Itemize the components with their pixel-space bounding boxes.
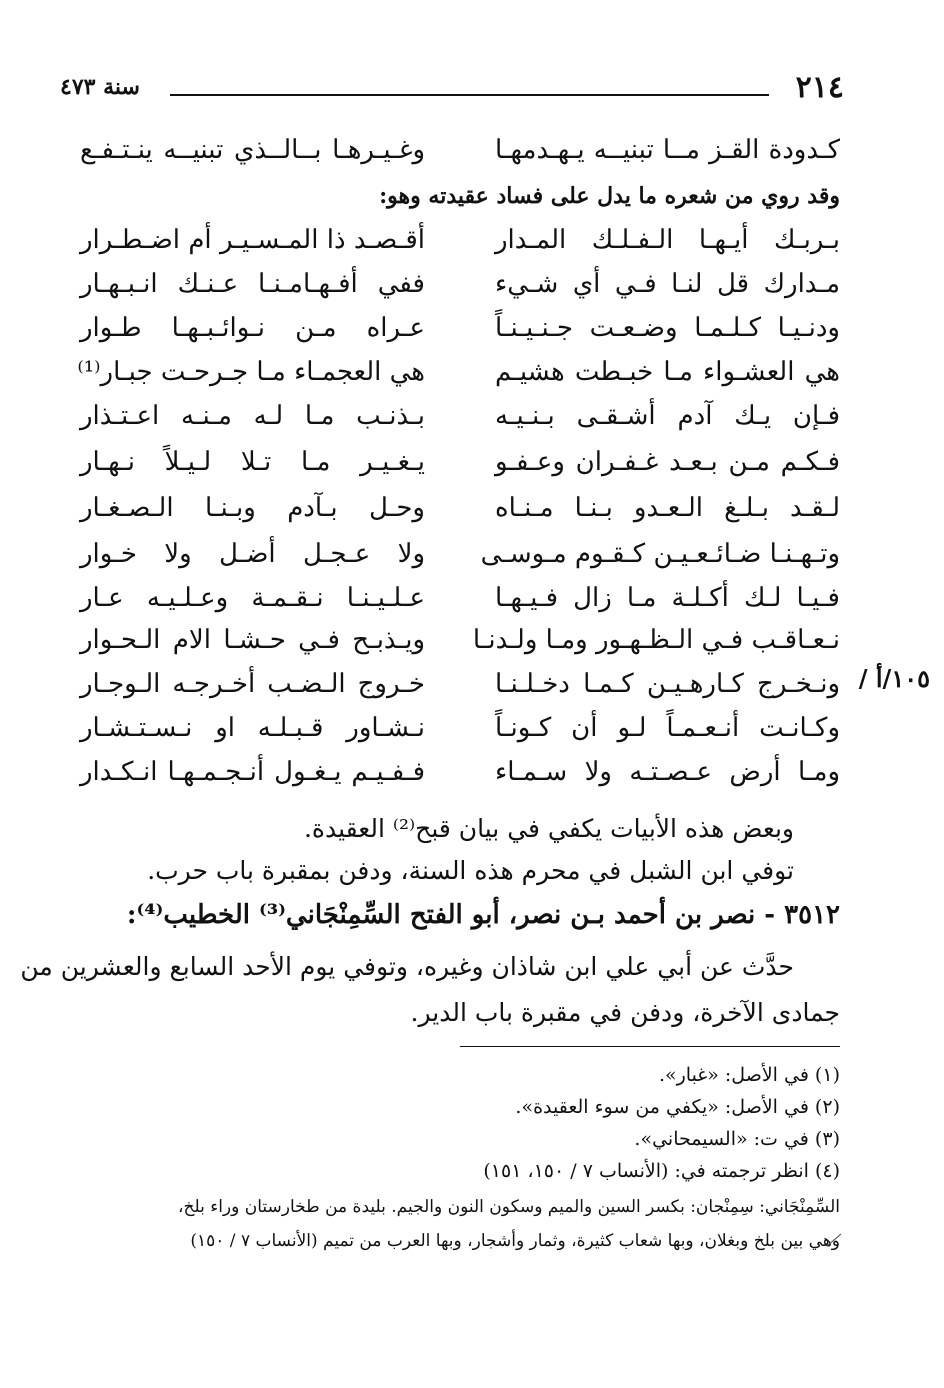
manuscript-folio-marker: ١٠٥/أ /	[858, 664, 930, 693]
hemistich-second: وحـل بـآدم وبـنـا الـصـغـار	[80, 493, 425, 523]
footnote: (٣) في ت: «السيمحاني».	[634, 1128, 840, 1150]
page-header	[60, 70, 844, 110]
hemistich-second: ففي أفـهـامـنـا عـنـك انـبـهـار	[80, 269, 425, 299]
paragraph: حدَّث عن أبي علي ابن شاذان وغيره، وتوفي يوم الأحد السابع والعشرين من	[20, 952, 794, 981]
header-rule	[170, 94, 769, 96]
footnote-detail: السِّمِنْجَاني: سِمِنْجان: بكسر السين والميم وسكون النون والجيم. بليدة من طخارستان وراء بلخ،	[177, 1197, 840, 1217]
hemistich-first: نـعـاقـب فـي الـظـهـور ومـا ولـدنـا	[472, 625, 840, 655]
hemistich-first: ونـخـرج كـارهـيـن كـمـا دخـلـنـا	[495, 669, 840, 699]
page-number: ٢١٤	[795, 70, 844, 105]
verse-line	[77, 350, 840, 394]
entry-heading: ٣٥١٢ - نصر بن أحمد بـن نصر، أبو الفتح السِّمِنْجَاني⁽³⁾ الخطيب⁽⁴⁾:	[126, 900, 840, 930]
margin-mark-icon	[826, 1232, 842, 1248]
hemistich-first: فـيـا لـك أكـلـة مـا زال فـيـهـا	[495, 583, 840, 613]
footnote-detail: وهي بين بلخ وبغلان، وبها شعاب كثيرة، وثمار وأشجار، وبها العرب من تميم (الأنساب ٧ / ١٥٠)	[190, 1231, 840, 1251]
hemistich-second: يـغـيـر مـا تـلا لـيـلاً نـهـار	[80, 447, 425, 477]
hemistich-second: هي العجمـاء مـا جـرحـت جبـار⁽¹⁾	[77, 357, 425, 387]
verse-line	[80, 618, 840, 662]
verse-line	[80, 662, 840, 706]
verse-line	[80, 218, 840, 262]
poem-intro-line: وقد روي من شعره ما يدل على فساد عقيدته وهو:	[379, 183, 840, 209]
hemistich-first: فـكـم مـن بـعـد غـفـران وعـفـو	[495, 447, 840, 477]
hemistich-second: نـشـاور قـبـلـه او نـسـتـشـار	[80, 713, 425, 743]
paragraph: وبعض هذه الأبيات يكفي في بيان قبح⁽²⁾ العقيدة.	[303, 814, 794, 843]
hemistich-first: مـدارك قل لنـا فـي أي شـيء	[495, 269, 840, 299]
footnote: (١) في الأصل: «غبار».	[658, 1064, 840, 1086]
verse-line-intro	[80, 128, 840, 172]
hemistich-first: وتـهـنـا ضـائـعـيـن كـقـوم مـوسـى	[480, 539, 840, 569]
verse-line	[80, 306, 840, 350]
hemistich-first: لـقـد بـلـغ الـعـدو بـنـا مـنـاه	[495, 493, 840, 523]
verse-line	[80, 532, 840, 576]
verse-line	[80, 486, 840, 530]
verse-line	[80, 394, 840, 438]
verse-line	[80, 440, 840, 484]
verse-line	[80, 750, 840, 794]
hemistich-second: فـفـيـم يـغـول أنـجـمـهـا انـكـدار	[80, 757, 425, 787]
hemistich-second: ولا عـجـل أضـل ولا خـوار	[80, 539, 425, 569]
hemistich-first: بـربـك أيـهـا الـفـلـك المـدار	[495, 225, 840, 255]
footnote-rule	[460, 1046, 840, 1047]
hemistich-first: كـدودة القـز مــا تبنيــه يـهـدمهـا	[495, 135, 840, 165]
hemistich-second: بـذنـب مـا لـه مـنـه اعـتـذار	[80, 401, 425, 431]
hemistich-first: وكـانـت أنـعـمـاً لـو أن كـونـاً	[495, 713, 840, 743]
paragraph: توفي ابن الشبل في محرم هذه السنة، ودفن بمقبرة باب حرب.	[147, 856, 794, 885]
hemistich-first: هي العشـواء مـا خبـطت هشيـم	[495, 357, 840, 387]
footnote: (٤) انظر ترجمته في: (الأنساب ٧ / ١٥٠، ١٥١)	[483, 1160, 840, 1182]
hemistich-first: ودنـيـا كـلـمـا وضـعـت جـنـيـنـاً	[495, 313, 840, 343]
hemistich-second: ويـذبـح فـي حـشـا الام الـحـوار	[80, 625, 425, 655]
footnote: (٢) في الأصل: «يكفي من سوء العقيدة».	[515, 1096, 840, 1118]
hemistich-second: وغـيـرهـا بــالــذي تبنيــه ينـتـفـع	[80, 135, 425, 165]
hemistich-second: أقـصـد ذا المـسـيـر أم اضـطـرار	[80, 225, 425, 255]
verse-line	[80, 706, 840, 750]
paragraph: جمادى الآخرة، ودفن في مقبرة باب الدير.	[410, 998, 840, 1027]
hemistich-second: عـراه مـن نـوائـبـهـا طـوار	[80, 313, 425, 343]
hemistich-first: ومـا أرض عـصـتـه ولا سـمـاء	[495, 757, 840, 787]
hemistich-second: عـلـيـنـا نـقـمـة وعـلـيـه عـار	[80, 583, 425, 613]
hemistich-first: فـإن يـك آدم أشـقـى بـنـيـه	[495, 401, 840, 431]
running-year: سنة ٤٧٣	[60, 74, 140, 100]
verse-line	[80, 576, 840, 620]
verse-line	[80, 262, 840, 306]
hemistich-second: خـروج الـضـب أخـرجـه الـوجـار	[80, 669, 425, 699]
